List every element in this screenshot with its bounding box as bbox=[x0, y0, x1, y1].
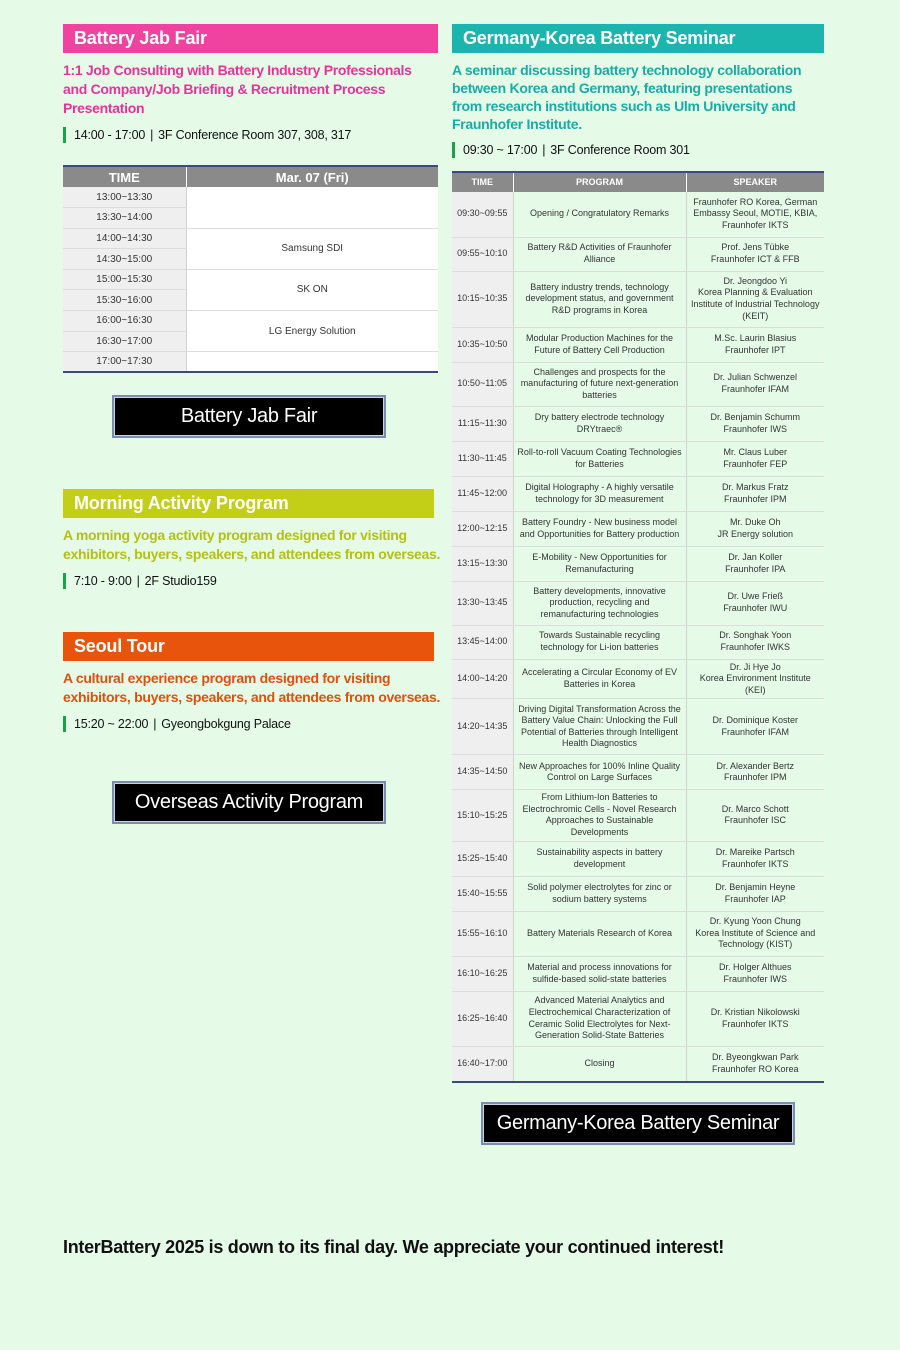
table-row bbox=[63, 187, 438, 208]
seminar-row-program: Challenges and prospects for the manufacturing of future next-generation batteries bbox=[513, 362, 686, 406]
morning-info: 7:10 - 9:00 | 2F Studio159 bbox=[63, 573, 443, 589]
seminar-row-speaker: Dr. Songhak Yoon Fraunhofer IWKS bbox=[686, 625, 824, 659]
seminar-row-program: Battery developments, innovative production, recycling and remanufacturing technologies bbox=[513, 581, 686, 625]
table-row bbox=[452, 362, 824, 406]
seminar-row-program: Battery Materials Research of Korea bbox=[513, 911, 686, 956]
slot-time: 16:00~16:30 bbox=[63, 311, 186, 332]
overseas-activity-button[interactable]: Overseas Activity Program bbox=[112, 781, 386, 824]
seminar-col-speaker: SPEAKER bbox=[686, 172, 824, 192]
seminar-row-time: 15:40~15:55 bbox=[452, 876, 513, 911]
seminar-section bbox=[452, 24, 824, 1083]
seminar-row-time: 14:35~14:50 bbox=[452, 755, 513, 790]
seminar-row-program: E-Mobility - New Opportunities for Remanufacturing bbox=[513, 546, 686, 581]
seminar-time: 09:30 ~ 17:00 bbox=[463, 143, 538, 157]
seminar-row-speaker: Dr. Byeongkwan Park Fraunhofer RO Korea bbox=[686, 1046, 824, 1082]
seminar-row-program: Modular Production Machines for the Future of Battery Cell Production bbox=[513, 327, 686, 362]
slot-time: 14:00~14:30 bbox=[63, 228, 186, 249]
seminar-row-time: 13:15~13:30 bbox=[452, 546, 513, 581]
seminar-row-time: 13:45~14:00 bbox=[452, 625, 513, 659]
seminar-row-program: Dry battery electrode technology DRYtraec® bbox=[513, 406, 686, 441]
seminar-row-program: Battery R&D Activities of Fraunhofer Alliance bbox=[513, 237, 686, 271]
table-row bbox=[452, 755, 824, 790]
seminar-row-program: Driving Digital Transformation Across the Battery Value Chain: Unlocking the Full Potential of Batteries through Intelligent Health Diagnostics bbox=[513, 699, 686, 755]
table-row bbox=[452, 192, 824, 237]
table-row bbox=[452, 441, 824, 476]
slot-company: LG Energy Solution bbox=[186, 311, 438, 352]
seminar-row-speaker: Dr. Benjamin Heyne Fraunhofer IAP bbox=[686, 876, 824, 911]
seminar-row-time: 12:00~12:15 bbox=[452, 511, 513, 546]
table-row bbox=[452, 699, 824, 755]
morning-place: 2F Studio159 bbox=[144, 574, 217, 588]
seminar-row-speaker: Dr. Uwe Frieß Fraunhofer IWU bbox=[686, 581, 824, 625]
seminar-row-program: Digital Holography - A highly versatile technology for 3D measurement bbox=[513, 476, 686, 511]
job-fair-col-time: TIME bbox=[63, 166, 186, 187]
seoul-tour-info: 15:20 ~ 22:00 | Gyeongbokgung Palace bbox=[63, 716, 443, 732]
seminar-col-program: PROGRAM bbox=[513, 172, 686, 192]
slot-time: 17:00~17:30 bbox=[63, 352, 186, 373]
seminar-row-time: 16:10~16:25 bbox=[452, 956, 513, 991]
seminar-row-speaker: Dr. Kristian Nikolowski Fraunhofer IKTS bbox=[686, 991, 824, 1046]
slot-time: 15:30~16:00 bbox=[63, 290, 186, 311]
job-fair-col-date: Mar. 07 (Fri) bbox=[186, 166, 438, 187]
seoul-tour-description: A cultural experience program designed for visiting exhibitors, buyers, speakers, and attendees from overseas. bbox=[63, 670, 441, 705]
table-row bbox=[452, 511, 824, 546]
table-row bbox=[452, 271, 824, 327]
seminar-row-time: 16:25~16:40 bbox=[452, 991, 513, 1046]
seminar-row-program: Sustainability aspects in battery development bbox=[513, 841, 686, 876]
job-fair-info: 14:00 - 17:00 | 3F Conference Room 307, 308, 317 bbox=[63, 127, 438, 143]
table-row bbox=[452, 237, 824, 271]
table-row bbox=[452, 327, 824, 362]
seminar-row-program: Solid polymer electrolytes for zinc or sodium battery systems bbox=[513, 876, 686, 911]
seminar-row-speaker: Dr. Markus Fratz Fraunhofer IPM bbox=[686, 476, 824, 511]
table-row bbox=[63, 269, 438, 290]
table-row bbox=[452, 659, 824, 699]
table-row bbox=[452, 581, 824, 625]
seminar-row-time: 14:20~14:35 bbox=[452, 699, 513, 755]
slot-company bbox=[186, 187, 438, 228]
job-fair-title: Battery Jab Fair bbox=[63, 24, 438, 53]
seminar-row-time: 16:40~17:00 bbox=[452, 1046, 513, 1082]
seminar-row-speaker: Dr. Holger Althues Fraunhofer IWS bbox=[686, 956, 824, 991]
seminar-title: Germany-Korea Battery Seminar bbox=[452, 24, 824, 53]
table-row bbox=[452, 876, 824, 911]
job-fair-place: 3F Conference Room 307, 308, 317 bbox=[158, 128, 352, 142]
job-fair-description: 1:1 Job Consulting with Battery Industry Professionals and Company/Job Briefing & Recruitment Process Presentation bbox=[63, 62, 412, 116]
seminar-row-speaker: Fraunhofer RO Korea, German Embassy Seoul, MOTIE, KBIA, Fraunhofer IKTS bbox=[686, 192, 824, 237]
seminar-row-time: 11:15~11:30 bbox=[452, 406, 513, 441]
seoul-tour-place: Gyeongbokgung Palace bbox=[161, 717, 291, 731]
table-row bbox=[452, 911, 824, 956]
seminar-row-program: Accelerating a Circular Economy of EV Batteries in Korea bbox=[513, 659, 686, 699]
seminar-row-speaker: Dr. Jeongdoo Yi Korea Planning & Evaluation Institute of Industrial Technology (KEIT) bbox=[686, 271, 824, 327]
seminar-row-speaker: Prof. Jens Tübke Fraunhofer ICT & FFB bbox=[686, 237, 824, 271]
closing-message: InterBattery 2025 is down to its final day. We appreciate your continued interest! bbox=[63, 1237, 724, 1257]
seminar-row-speaker: Dr. Julian Schwenzel Fraunhofer IFAM bbox=[686, 362, 824, 406]
seminar-button[interactable]: Germany-Korea Battery Seminar bbox=[481, 1102, 795, 1145]
seminar-row-speaker: Dr. Jan Koller Fraunhofer IPA bbox=[686, 546, 824, 581]
table-row bbox=[452, 546, 824, 581]
job-fair-button[interactable]: Battery Jab Fair bbox=[112, 395, 386, 438]
morning-title: Morning Activity Program bbox=[63, 489, 434, 518]
table-row bbox=[63, 352, 438, 373]
seminar-place: 3F Conference Room 301 bbox=[550, 143, 690, 157]
slot-time: 13:30~14:00 bbox=[63, 208, 186, 229]
seminar-row-time: 13:30~13:45 bbox=[452, 581, 513, 625]
slot-company: SK ON bbox=[186, 269, 438, 310]
table-row bbox=[452, 841, 824, 876]
morning-section bbox=[63, 489, 443, 589]
table-row bbox=[452, 991, 824, 1046]
seminar-info: 09:30 ~ 17:00 | 3F Conference Room 301 bbox=[452, 142, 824, 158]
seminar-row-time: 09:55~10:10 bbox=[452, 237, 513, 271]
seoul-tour-time: 15:20 ~ 22:00 bbox=[74, 717, 149, 731]
seminar-row-program: From Lithium-Ion Batteries to Electrochromic Cells - Novel Research Approaches to Sustainable Developments bbox=[513, 790, 686, 841]
seminar-row-program: Material and process innovations for sulfide-based solid-state batteries bbox=[513, 956, 686, 991]
seminar-row-program: Opening / Congratulatory Remarks bbox=[513, 192, 686, 237]
seminar-row-time: 14:00~14:20 bbox=[452, 659, 513, 699]
slot-company bbox=[186, 352, 438, 373]
seminar-row-program: Advanced Material Analytics and Electrochemical Characterization of Ceramic Solid Electrolytes for Next-Generation Solid-State Batteries bbox=[513, 991, 686, 1046]
slot-time: 14:30~15:00 bbox=[63, 249, 186, 270]
seminar-row-time: 15:10~15:25 bbox=[452, 790, 513, 841]
table-row bbox=[452, 406, 824, 441]
seminar-row-speaker: M.Sc. Laurin Blasius Fraunhofer IPT bbox=[686, 327, 824, 362]
table-row bbox=[452, 790, 824, 841]
seminar-row-time: 09:30~09:55 bbox=[452, 192, 513, 237]
slot-time: 13:00~13:30 bbox=[63, 187, 186, 208]
seminar-row-speaker: Dr. Mareike Partsch Fraunhofer IKTS bbox=[686, 841, 824, 876]
table-row bbox=[452, 625, 824, 659]
seminar-row-speaker: Dr. Ji Hye Jo Korea Environment Institute (KEI) bbox=[686, 659, 824, 699]
left-column bbox=[63, 24, 438, 373]
seminar-table bbox=[452, 171, 824, 1083]
table-row bbox=[452, 956, 824, 991]
morning-time: 7:10 - 9:00 bbox=[74, 574, 132, 588]
seminar-row-time: 11:30~11:45 bbox=[452, 441, 513, 476]
seoul-tour-title: Seoul Tour bbox=[63, 632, 434, 661]
seminar-row-speaker: Mr. Duke Oh JR Energy solution bbox=[686, 511, 824, 546]
slot-time: 15:00~15:30 bbox=[63, 269, 186, 290]
slot-company: Samsung SDI bbox=[186, 228, 438, 269]
seminar-row-speaker: Dr. Alexander Bertz Fraunhofer IPM bbox=[686, 755, 824, 790]
morning-description: A morning yoga activity program designed for visiting exhibitors, buyers, speakers, and attendees from overseas. bbox=[63, 527, 441, 562]
seminar-col-time: TIME bbox=[452, 172, 513, 192]
seminar-row-time: 15:55~16:10 bbox=[452, 911, 513, 956]
seminar-description: A seminar discussing battery technology collaboration between Korea and Germany, featuring presentations from research institutions such as Ulm University and Fraunhofer Institute. bbox=[452, 62, 802, 132]
job-fair-table bbox=[63, 165, 438, 373]
table-row bbox=[452, 1046, 824, 1082]
seminar-row-program: Towards Sustainable recycling technology for Li-ion batteries bbox=[513, 625, 686, 659]
seminar-row-time: 10:35~10:50 bbox=[452, 327, 513, 362]
seminar-row-program: Closing bbox=[513, 1046, 686, 1082]
job-fair-time: 14:00 - 17:00 bbox=[74, 128, 146, 142]
seminar-row-time: 15:25~15:40 bbox=[452, 841, 513, 876]
seoul-tour-section bbox=[63, 632, 443, 732]
seminar-table-body bbox=[452, 192, 824, 1082]
table-row bbox=[63, 311, 438, 332]
job-fair-section bbox=[63, 24, 438, 373]
seminar-row-speaker: Dr. Benjamin Schumm Fraunhofer IWS bbox=[686, 406, 824, 441]
table-row bbox=[452, 476, 824, 511]
seminar-row-time: 10:15~10:35 bbox=[452, 271, 513, 327]
seminar-row-speaker: Dr. Kyung Yoon Chung Korea Institute of Science and Technology (KIST) bbox=[686, 911, 824, 956]
seminar-row-speaker: Mr. Claus Luber Fraunhofer FEP bbox=[686, 441, 824, 476]
slot-time: 16:30~17:00 bbox=[63, 331, 186, 352]
seminar-row-time: 10:50~11:05 bbox=[452, 362, 513, 406]
seminar-row-speaker: Dr. Dominique Koster Fraunhofer IFAM bbox=[686, 699, 824, 755]
seminar-row-program: Roll-to-roll Vacuum Coating Technologies for Batteries bbox=[513, 441, 686, 476]
seminar-row-program: Battery Foundry - New business model and Opportunities for Battery production bbox=[513, 511, 686, 546]
table-row bbox=[63, 228, 438, 249]
seminar-row-program: Battery industry trends, technology development status, and government R&D programs in Korea bbox=[513, 271, 686, 327]
seminar-row-program: New Approaches for 100% Inline Quality Control on Large Surfaces bbox=[513, 755, 686, 790]
seminar-row-speaker: Dr. Marco Schott Fraunhofer ISC bbox=[686, 790, 824, 841]
seminar-row-time: 11:45~12:00 bbox=[452, 476, 513, 511]
